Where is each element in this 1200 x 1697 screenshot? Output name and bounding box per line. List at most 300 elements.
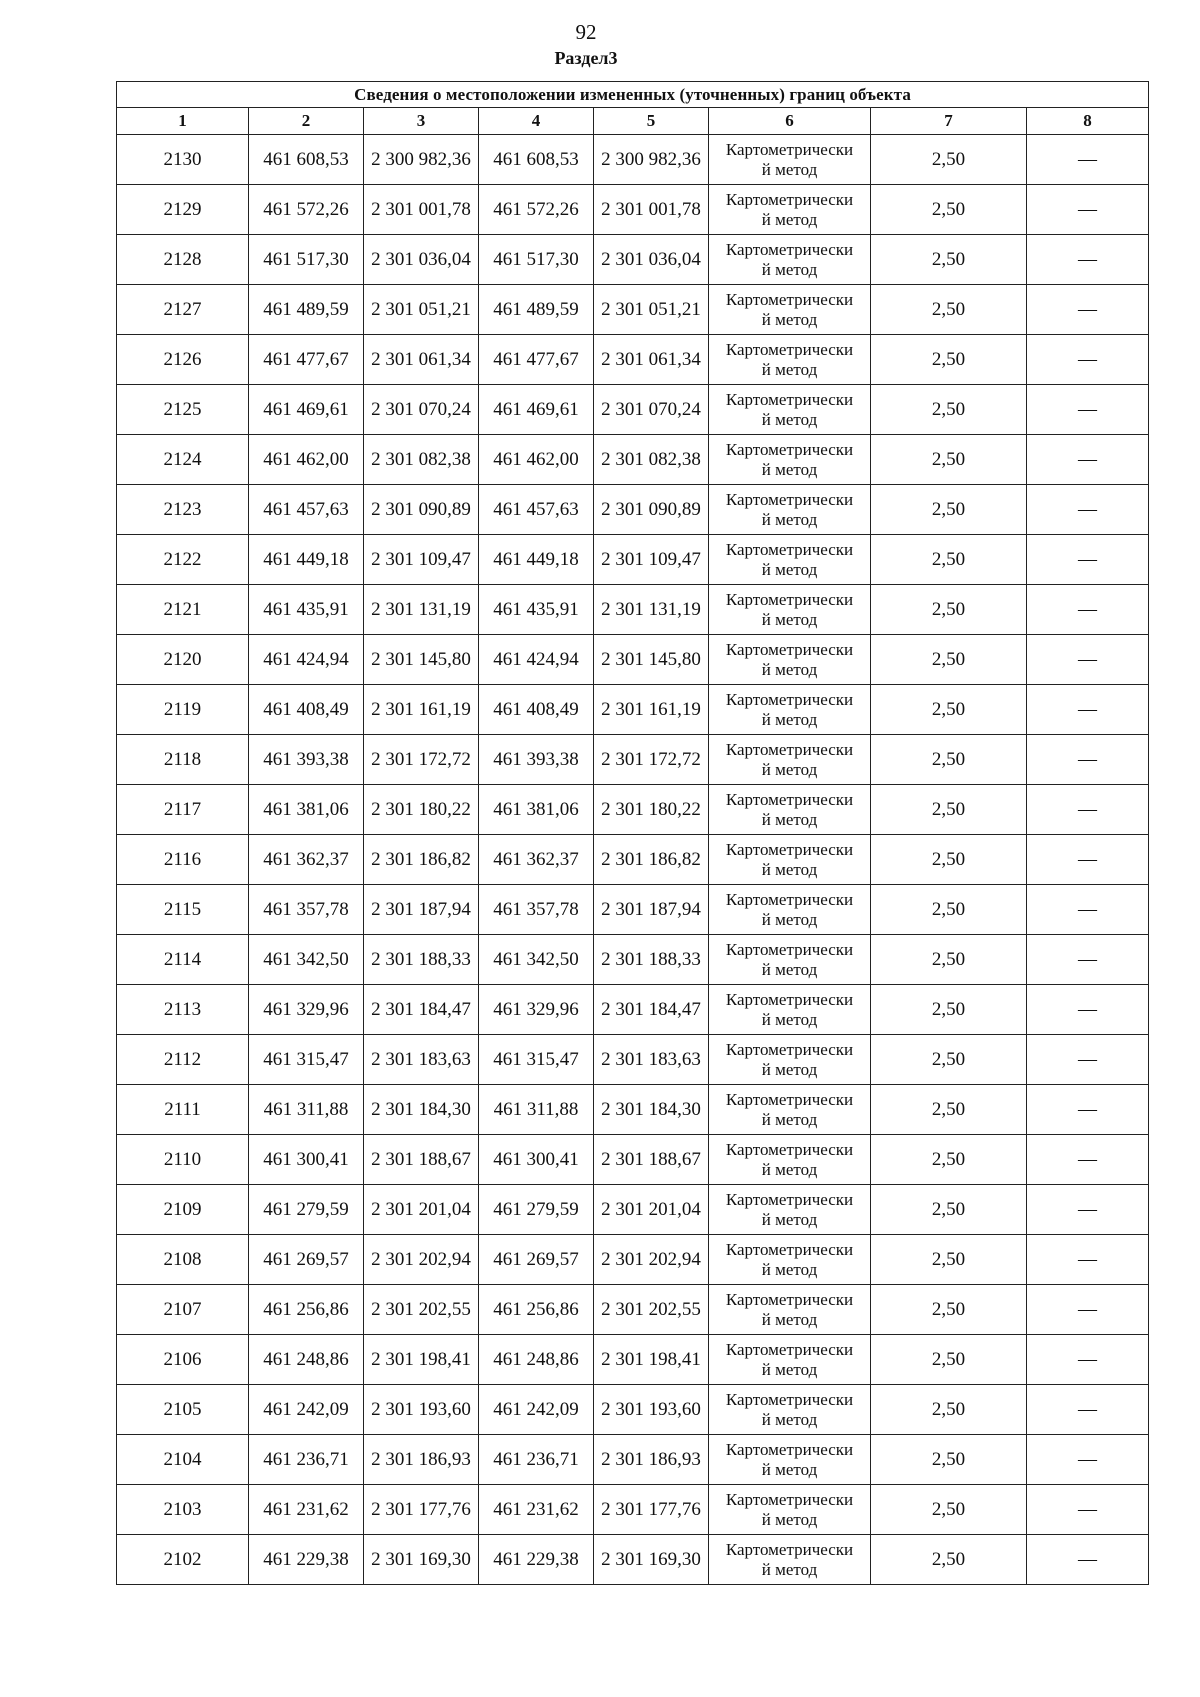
method-cell	[709, 1235, 871, 1285]
y-refined-cell: 2 301 198,41	[594, 1335, 709, 1385]
accuracy-cell: 2,50	[871, 335, 1027, 385]
method-text-line2: й метод	[761, 1309, 818, 1329]
x-refined-cell: 461 408,49	[479, 685, 594, 735]
method-text-line2: й метод	[761, 1159, 818, 1179]
method-cell	[709, 235, 871, 285]
y-existing-cell: 2 301 036,04	[364, 235, 479, 285]
table-row	[117, 535, 1149, 585]
method-text-line2: й метод	[761, 859, 818, 879]
table-body	[117, 135, 1149, 1585]
y-existing-cell: 2 301 198,41	[364, 1335, 479, 1385]
table-row	[117, 335, 1149, 385]
method-text-line2: й метод	[761, 1009, 818, 1029]
accuracy-cell: 2,50	[871, 685, 1027, 735]
method-cell	[709, 1435, 871, 1485]
method-cell	[709, 1335, 871, 1385]
method-text-line1: Картометрически	[725, 639, 854, 659]
x-existing-cell: 461 424,94	[249, 635, 364, 685]
note-cell: —	[1027, 585, 1149, 635]
x-refined-cell: 461 242,09	[479, 1385, 594, 1435]
x-refined-cell: 461 236,71	[479, 1435, 594, 1485]
note-cell: —	[1027, 485, 1149, 535]
note-cell: —	[1027, 1535, 1149, 1585]
method-text-line2: й метод	[761, 609, 818, 629]
point-number-cell: 2128	[117, 235, 249, 285]
y-refined-cell: 2 301 109,47	[594, 535, 709, 585]
y-refined-cell: 2 301 131,19	[594, 585, 709, 635]
method-cell	[709, 335, 871, 385]
point-number-cell: 2126	[117, 335, 249, 385]
method-text-line1: Картометрически	[725, 539, 854, 559]
method-text-line1: Картометрически	[725, 1289, 854, 1309]
y-existing-cell: 2 301 184,30	[364, 1085, 479, 1135]
x-refined-cell: 461 248,86	[479, 1335, 594, 1385]
y-existing-cell: 2 301 188,67	[364, 1135, 479, 1185]
y-refined-cell: 2 301 183,63	[594, 1035, 709, 1085]
y-refined-cell: 2 301 202,55	[594, 1285, 709, 1335]
accuracy-cell: 2,50	[871, 1535, 1027, 1585]
method-text-line1: Картометрически	[725, 939, 854, 959]
y-refined-cell: 2 301 082,38	[594, 435, 709, 485]
y-refined-cell: 2 301 090,89	[594, 485, 709, 535]
method-text-line1: Картометрически	[725, 189, 854, 209]
note-cell: —	[1027, 785, 1149, 835]
method-text-line2: й метод	[761, 409, 818, 429]
column-number: 6	[709, 108, 871, 135]
method-text-line1: Картометрически	[725, 339, 854, 359]
note-cell: —	[1027, 985, 1149, 1035]
x-refined-cell: 461 279,59	[479, 1185, 594, 1235]
x-existing-cell: 461 315,47	[249, 1035, 364, 1085]
note-cell: —	[1027, 935, 1149, 985]
method-text-line1: Картометрически	[725, 589, 854, 609]
x-refined-cell: 461 329,96	[479, 985, 594, 1035]
y-existing-cell: 2 301 201,04	[364, 1185, 479, 1235]
method-cell	[709, 535, 871, 585]
method-text-line2: й метод	[761, 1459, 818, 1479]
table-row	[117, 435, 1149, 485]
point-number-cell: 2127	[117, 285, 249, 335]
method-cell	[709, 1385, 871, 1435]
table-row	[117, 485, 1149, 535]
x-refined-cell: 461 256,86	[479, 1285, 594, 1335]
y-refined-cell: 2 301 161,19	[594, 685, 709, 735]
method-text-line2: й метод	[761, 809, 818, 829]
note-cell: —	[1027, 1185, 1149, 1235]
point-number-cell: 2120	[117, 635, 249, 685]
x-existing-cell: 461 300,41	[249, 1135, 364, 1185]
point-number-cell: 2122	[117, 535, 249, 585]
method-text-line1: Картометрически	[725, 439, 854, 459]
table-row	[117, 135, 1149, 185]
point-number-cell: 2110	[117, 1135, 249, 1185]
method-text-line2: й метод	[761, 1259, 818, 1279]
note-cell: —	[1027, 835, 1149, 885]
x-existing-cell: 461 477,67	[249, 335, 364, 385]
table-row	[117, 1185, 1149, 1235]
y-existing-cell: 2 301 109,47	[364, 535, 479, 585]
y-existing-cell: 2 301 186,82	[364, 835, 479, 885]
accuracy-cell: 2,50	[871, 1185, 1027, 1235]
x-refined-cell: 461 517,30	[479, 235, 594, 285]
method-cell	[709, 135, 871, 185]
method-text-line2: й метод	[761, 559, 818, 579]
note-cell: —	[1027, 1135, 1149, 1185]
method-text-line1: Картометрически	[725, 139, 854, 159]
table-row	[117, 1285, 1149, 1335]
method-text-line2: й метод	[761, 759, 818, 779]
point-number-cell: 2106	[117, 1335, 249, 1385]
x-existing-cell: 461 572,26	[249, 185, 364, 235]
method-cell	[709, 1535, 871, 1585]
method-cell	[709, 435, 871, 485]
method-text-line1: Картометрически	[725, 1539, 854, 1559]
y-existing-cell: 2 301 161,19	[364, 685, 479, 735]
x-existing-cell: 461 279,59	[249, 1185, 364, 1235]
table-row	[117, 1435, 1149, 1485]
method-text-line2: й метод	[761, 959, 818, 979]
y-existing-cell: 2 301 169,30	[364, 1535, 479, 1585]
point-number-cell: 2121	[117, 585, 249, 635]
accuracy-cell: 2,50	[871, 735, 1027, 785]
note-cell: —	[1027, 635, 1149, 685]
y-existing-cell: 2 301 051,21	[364, 285, 479, 335]
x-refined-cell: 461 315,47	[479, 1035, 594, 1085]
method-cell	[709, 1285, 871, 1335]
note-cell: —	[1027, 1085, 1149, 1135]
table-caption-row	[117, 82, 1149, 108]
y-existing-cell: 2 301 183,63	[364, 1035, 479, 1085]
accuracy-cell: 2,50	[871, 1285, 1027, 1335]
point-number-cell: 2111	[117, 1085, 249, 1135]
point-number-cell: 2130	[117, 135, 249, 185]
x-existing-cell: 461 435,91	[249, 585, 364, 635]
y-refined-cell: 2 301 188,33	[594, 935, 709, 985]
x-existing-cell: 461 381,06	[249, 785, 364, 835]
column-number: 4	[479, 108, 594, 135]
y-existing-cell: 2 301 090,89	[364, 485, 479, 535]
table-row	[117, 1085, 1149, 1135]
x-existing-cell: 461 449,18	[249, 535, 364, 585]
x-refined-cell: 461 357,78	[479, 885, 594, 935]
y-existing-cell: 2 301 193,60	[364, 1385, 479, 1435]
point-number-cell: 2115	[117, 885, 249, 935]
point-number-cell: 2114	[117, 935, 249, 985]
method-text-line1: Картометрически	[725, 1389, 854, 1409]
method-text-line2: й метод	[761, 659, 818, 679]
accuracy-cell: 2,50	[871, 535, 1027, 585]
method-text-line2: й метод	[761, 1109, 818, 1129]
point-number-cell: 2129	[117, 185, 249, 235]
y-refined-cell: 2 301 186,93	[594, 1435, 709, 1485]
x-refined-cell: 461 489,59	[479, 285, 594, 335]
method-text-line2: й метод	[761, 509, 818, 529]
x-existing-cell: 461 329,96	[249, 985, 364, 1035]
table-row	[117, 385, 1149, 435]
x-refined-cell: 461 462,00	[479, 435, 594, 485]
method-cell	[709, 385, 871, 435]
method-cell	[709, 985, 871, 1035]
method-text-line1: Картометрически	[725, 989, 854, 1009]
x-refined-cell: 461 457,63	[479, 485, 594, 535]
x-existing-cell: 461 517,30	[249, 235, 364, 285]
method-text-line1: Картометрически	[725, 739, 854, 759]
table-row	[117, 1335, 1149, 1385]
y-existing-cell: 2 301 188,33	[364, 935, 479, 985]
x-refined-cell: 461 342,50	[479, 935, 594, 985]
y-refined-cell: 2 301 201,04	[594, 1185, 709, 1235]
y-refined-cell: 2 301 186,82	[594, 835, 709, 885]
table-row	[117, 1485, 1149, 1535]
x-existing-cell: 461 229,38	[249, 1535, 364, 1585]
x-refined-cell: 461 231,62	[479, 1485, 594, 1535]
y-existing-cell: 2 301 061,34	[364, 335, 479, 385]
y-existing-cell: 2 301 177,76	[364, 1485, 479, 1535]
method-text-line1: Картометрически	[725, 389, 854, 409]
accuracy-cell: 2,50	[871, 385, 1027, 435]
table-row	[117, 935, 1149, 985]
point-number-cell: 2109	[117, 1185, 249, 1235]
note-cell: —	[1027, 535, 1149, 585]
method-text-line1: Картометрически	[725, 789, 854, 809]
point-number-cell: 2104	[117, 1435, 249, 1485]
point-number-cell: 2103	[117, 1485, 249, 1535]
x-refined-cell: 461 393,38	[479, 735, 594, 785]
column-number: 2	[249, 108, 364, 135]
method-cell	[709, 735, 871, 785]
point-number-cell: 2123	[117, 485, 249, 535]
note-cell: —	[1027, 235, 1149, 285]
point-number-cell: 2105	[117, 1385, 249, 1435]
x-refined-cell: 461 477,67	[479, 335, 594, 385]
method-text-line1: Картометрически	[725, 1239, 854, 1259]
y-refined-cell: 2 301 070,24	[594, 385, 709, 435]
note-cell: —	[1027, 1385, 1149, 1435]
method-text-line1: Картометрически	[725, 1139, 854, 1159]
method-cell	[709, 1135, 871, 1185]
y-existing-cell: 2 301 180,22	[364, 785, 479, 835]
method-cell	[709, 635, 871, 685]
method-cell	[709, 685, 871, 735]
x-existing-cell: 461 408,49	[249, 685, 364, 735]
y-refined-cell: 2 301 177,76	[594, 1485, 709, 1535]
note-cell: —	[1027, 385, 1149, 435]
table-row	[117, 1535, 1149, 1585]
x-refined-cell: 461 424,94	[479, 635, 594, 685]
y-refined-cell: 2 301 001,78	[594, 185, 709, 235]
note-cell: —	[1027, 1485, 1149, 1535]
y-refined-cell: 2 301 061,34	[594, 335, 709, 385]
table-row	[117, 1035, 1149, 1085]
accuracy-cell: 2,50	[871, 1485, 1027, 1535]
column-number: 1	[117, 108, 249, 135]
method-cell	[709, 935, 871, 985]
method-text-line2: й метод	[761, 209, 818, 229]
method-text-line1: Картометрически	[725, 489, 854, 509]
method-cell	[709, 585, 871, 635]
y-existing-cell: 2 301 070,24	[364, 385, 479, 435]
accuracy-cell: 2,50	[871, 1435, 1027, 1485]
y-refined-cell: 2 301 193,60	[594, 1385, 709, 1435]
x-existing-cell: 461 457,63	[249, 485, 364, 535]
point-number-cell: 2117	[117, 785, 249, 835]
x-existing-cell: 461 248,86	[249, 1335, 364, 1385]
method-text-line2: й метод	[761, 1509, 818, 1529]
note-cell: —	[1027, 185, 1149, 235]
x-refined-cell: 461 572,26	[479, 185, 594, 235]
method-cell	[709, 835, 871, 885]
method-cell	[709, 1085, 871, 1135]
accuracy-cell: 2,50	[871, 1035, 1027, 1085]
y-existing-cell: 2 301 186,93	[364, 1435, 479, 1485]
x-existing-cell: 461 462,00	[249, 435, 364, 485]
table-row	[117, 1385, 1149, 1435]
accuracy-cell: 2,50	[871, 185, 1027, 235]
note-cell: —	[1027, 735, 1149, 785]
method-text-line2: й метод	[761, 1209, 818, 1229]
method-text-line1: Картометрически	[725, 1039, 854, 1059]
accuracy-cell: 2,50	[871, 785, 1027, 835]
x-existing-cell: 461 256,86	[249, 1285, 364, 1335]
method-text-line2: й метод	[761, 709, 818, 729]
column-number: 7	[871, 108, 1027, 135]
table-row	[117, 585, 1149, 635]
x-existing-cell: 461 269,57	[249, 1235, 364, 1285]
section-title: Раздел3	[554, 48, 618, 68]
accuracy-cell: 2,50	[871, 635, 1027, 685]
method-text-line2: й метод	[761, 459, 818, 479]
method-cell	[709, 485, 871, 535]
method-text-line2: й метод	[761, 159, 818, 179]
method-cell	[709, 1485, 871, 1535]
method-text-line2: й метод	[761, 1559, 818, 1579]
x-existing-cell: 461 489,59	[249, 285, 364, 335]
accuracy-cell: 2,50	[871, 985, 1027, 1035]
point-number-cell: 2119	[117, 685, 249, 735]
table-row	[117, 785, 1149, 835]
point-number-cell: 2107	[117, 1285, 249, 1335]
x-existing-cell: 461 311,88	[249, 1085, 364, 1135]
y-refined-cell: 2 301 180,22	[594, 785, 709, 835]
method-text-line2: й метод	[761, 1409, 818, 1429]
y-refined-cell: 2 301 188,67	[594, 1135, 709, 1185]
note-cell: —	[1027, 1435, 1149, 1485]
note-cell: —	[1027, 285, 1149, 335]
method-cell	[709, 785, 871, 835]
accuracy-cell: 2,50	[871, 285, 1027, 335]
table-row	[117, 1135, 1149, 1185]
method-cell	[709, 185, 871, 235]
point-number-cell: 2102	[117, 1535, 249, 1585]
y-existing-cell: 2 301 082,38	[364, 435, 479, 485]
y-refined-cell: 2 301 172,72	[594, 735, 709, 785]
note-cell: —	[1027, 1235, 1149, 1285]
method-text-line2: й метод	[761, 259, 818, 279]
x-existing-cell: 461 242,09	[249, 1385, 364, 1435]
method-text-line1: Картометрически	[725, 239, 854, 259]
y-existing-cell: 2 301 145,80	[364, 635, 479, 685]
method-cell	[709, 885, 871, 935]
method-text-line1: Картометрически	[725, 289, 854, 309]
method-text-line2: й метод	[761, 1059, 818, 1079]
x-existing-cell: 461 608,53	[249, 135, 364, 185]
accuracy-cell: 2,50	[871, 835, 1027, 885]
accuracy-cell: 2,50	[871, 235, 1027, 285]
y-refined-cell: 2 301 184,47	[594, 985, 709, 1035]
note-cell: —	[1027, 1035, 1149, 1085]
x-existing-cell: 461 357,78	[249, 885, 364, 935]
accuracy-cell: 2,50	[871, 885, 1027, 935]
point-number-cell: 2113	[117, 985, 249, 1035]
accuracy-cell: 2,50	[871, 1235, 1027, 1285]
table-caption: Сведения о местоположении измененных (уточненных) границ объекта	[117, 82, 1149, 108]
method-cell	[709, 1185, 871, 1235]
method-text-line2: й метод	[761, 359, 818, 379]
y-refined-cell: 2 301 051,21	[594, 285, 709, 335]
table-row	[117, 1235, 1149, 1285]
note-cell: —	[1027, 1285, 1149, 1335]
table-row	[117, 885, 1149, 935]
x-refined-cell: 461 269,57	[479, 1235, 594, 1285]
point-number-cell: 2124	[117, 435, 249, 485]
method-text-line1: Картометрически	[725, 1189, 854, 1209]
x-refined-cell: 461 311,88	[479, 1085, 594, 1135]
y-existing-cell: 2 301 172,72	[364, 735, 479, 785]
y-existing-cell: 2 300 982,36	[364, 135, 479, 185]
column-number: 3	[364, 108, 479, 135]
accuracy-cell: 2,50	[871, 585, 1027, 635]
y-existing-cell: 2 301 001,78	[364, 185, 479, 235]
note-cell: —	[1027, 435, 1149, 485]
method-text-line1: Картометрически	[725, 1089, 854, 1109]
x-existing-cell: 461 393,38	[249, 735, 364, 785]
x-existing-cell: 461 231,62	[249, 1485, 364, 1535]
method-text-line2: й метод	[761, 1359, 818, 1379]
page-number: 92	[575, 20, 597, 44]
y-existing-cell: 2 301 202,55	[364, 1285, 479, 1335]
point-number-cell: 2116	[117, 835, 249, 885]
x-refined-cell: 461 435,91	[479, 585, 594, 635]
note-cell: —	[1027, 685, 1149, 735]
method-cell	[709, 285, 871, 335]
y-existing-cell: 2 301 184,47	[364, 985, 479, 1035]
y-refined-cell: 2 301 184,30	[594, 1085, 709, 1135]
table-row	[117, 635, 1149, 685]
column-number-row	[117, 108, 1149, 135]
method-text-line2: й метод	[761, 909, 818, 929]
accuracy-cell: 2,50	[871, 935, 1027, 985]
accuracy-cell: 2,50	[871, 1385, 1027, 1435]
method-text-line1: Картометрически	[725, 889, 854, 909]
table-row	[117, 285, 1149, 335]
method-text-line1: Картометрически	[725, 1439, 854, 1459]
table-row	[117, 985, 1149, 1035]
y-refined-cell: 2 301 145,80	[594, 635, 709, 685]
point-number-cell: 2125	[117, 385, 249, 435]
accuracy-cell: 2,50	[871, 485, 1027, 535]
x-refined-cell: 461 608,53	[479, 135, 594, 185]
y-refined-cell: 2 300 982,36	[594, 135, 709, 185]
column-number: 8	[1027, 108, 1149, 135]
table-row	[117, 685, 1149, 735]
accuracy-cell: 2,50	[871, 1335, 1027, 1385]
note-cell: —	[1027, 1335, 1149, 1385]
x-refined-cell: 461 469,61	[479, 385, 594, 435]
point-number-cell: 2112	[117, 1035, 249, 1085]
table-row	[117, 735, 1149, 785]
method-text-line1: Картометрически	[725, 1339, 854, 1359]
y-refined-cell: 2 301 202,94	[594, 1235, 709, 1285]
